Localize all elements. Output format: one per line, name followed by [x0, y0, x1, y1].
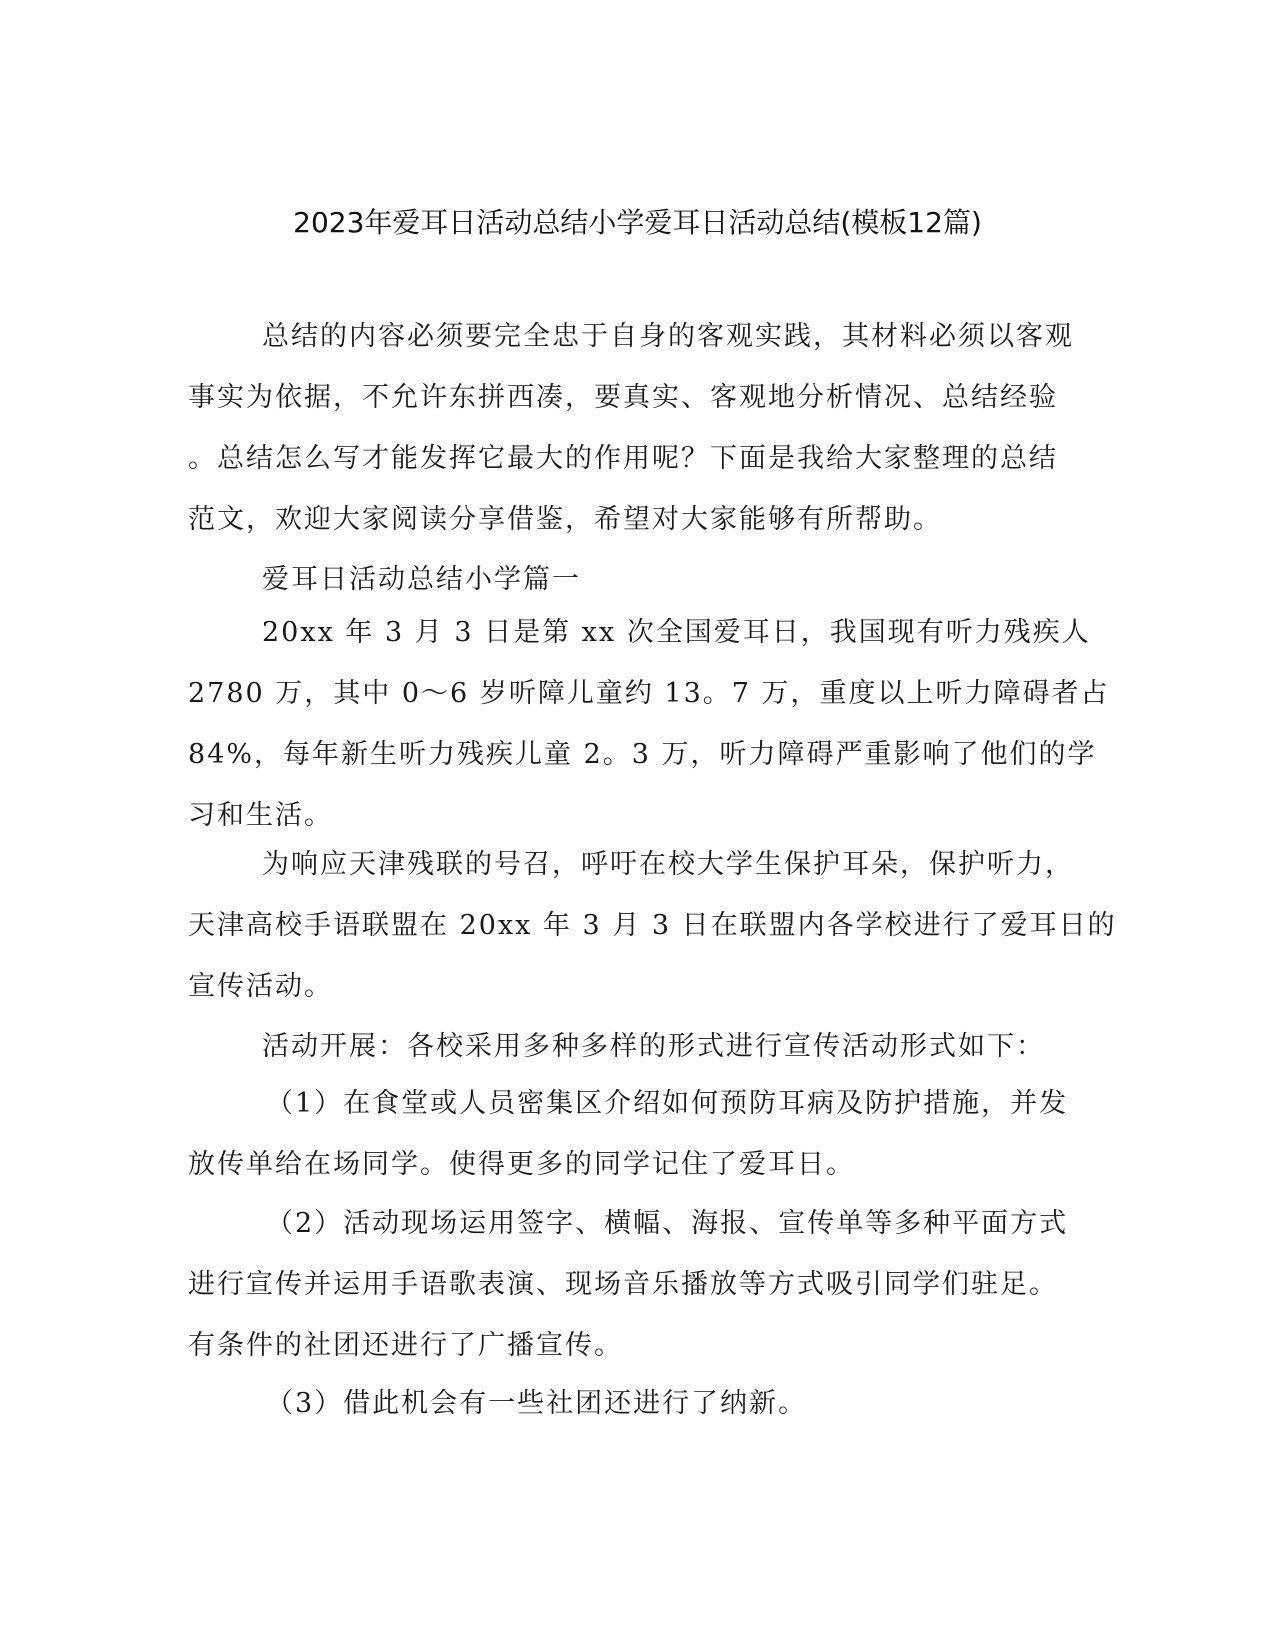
list-item-3: [188, 1373, 1078, 1434]
paragraph-line: 宣传活动。: [188, 971, 333, 1002]
paragraph-line: 84%，每年新生听力残疾儿童 2。3 万，听力障碍严重影响了他们的学: [188, 739, 1097, 770]
paragraph-line: 范文，欢迎大家阅读分享借鉴，希望对大家能够有所帮助。: [188, 504, 942, 535]
paragraph-intro: [188, 306, 1078, 550]
list-item-2: [188, 1193, 1078, 1376]
paragraph-line: 20xx 年 3 月 3 日是第 xx 次全国爱耳日，我国现有听力残疾人: [262, 617, 1091, 648]
paragraph-response: [188, 834, 1117, 1017]
section-heading-text: 爱耳日活动总结小学篇一: [262, 564, 581, 595]
paragraph-activities: [188, 1016, 1078, 1077]
paragraph-line: 放传单给在场同学。使得更多的同学记住了爱耳日。: [188, 1149, 855, 1180]
paragraph-line: 事实为依据，不允许东拼西凑，要真实、客观地分析情况、总结经验: [188, 382, 1058, 413]
paragraph-line: 为响应天津残联的号召，呼吁在校大学生保护耳朵，保护听力，: [262, 849, 1074, 880]
document-title: 2023年爱耳日活动总结小学爱耳日活动总结(模板12篇): [293, 206, 982, 239]
section-heading: [188, 549, 1078, 610]
paragraph-line: 进行宣传并运用手语歌表演、现场音乐播放等方式吸引同学们驻足。: [188, 1269, 1058, 1300]
paragraph-line: 2780 万，其中 0～6 岁听障儿童约 13。7 万，重度以上听力障碍者占: [188, 678, 1110, 709]
paragraph-statistics: [188, 602, 1110, 846]
paragraph-line: 习和生活。: [188, 800, 333, 831]
paragraph-line: 天津高校手语联盟在 20xx 年 3 月 3 日在联盟内各学校进行了爱耳日的: [188, 910, 1117, 941]
paragraph-line: （1）在食堂或人员密集区介绍如何预防耳病及防护措施，并发: [266, 1088, 1069, 1119]
paragraph-line: （2）活动现场运用签字、横幅、海报、宣传单等多种平面方式: [266, 1208, 1069, 1239]
paragraph-line: （3）借此机会有一些社团还进行了纳新。: [266, 1388, 808, 1419]
paragraph-line: 有条件的社团还进行了广播宣传。: [188, 1330, 623, 1361]
list-item-1: [188, 1073, 1078, 1195]
paragraph-line: 总结的内容必须要完全忠于自身的客观实践，其材料必须以客观: [262, 321, 1074, 352]
paragraph-line: 活动开展：各校采用多种多样的形式进行宣传活动形式如下：: [262, 1031, 1045, 1062]
paragraph-line: 。总结怎么写才能发挥它最大的作用呢？下面是我给大家整理的总结: [188, 443, 1058, 474]
